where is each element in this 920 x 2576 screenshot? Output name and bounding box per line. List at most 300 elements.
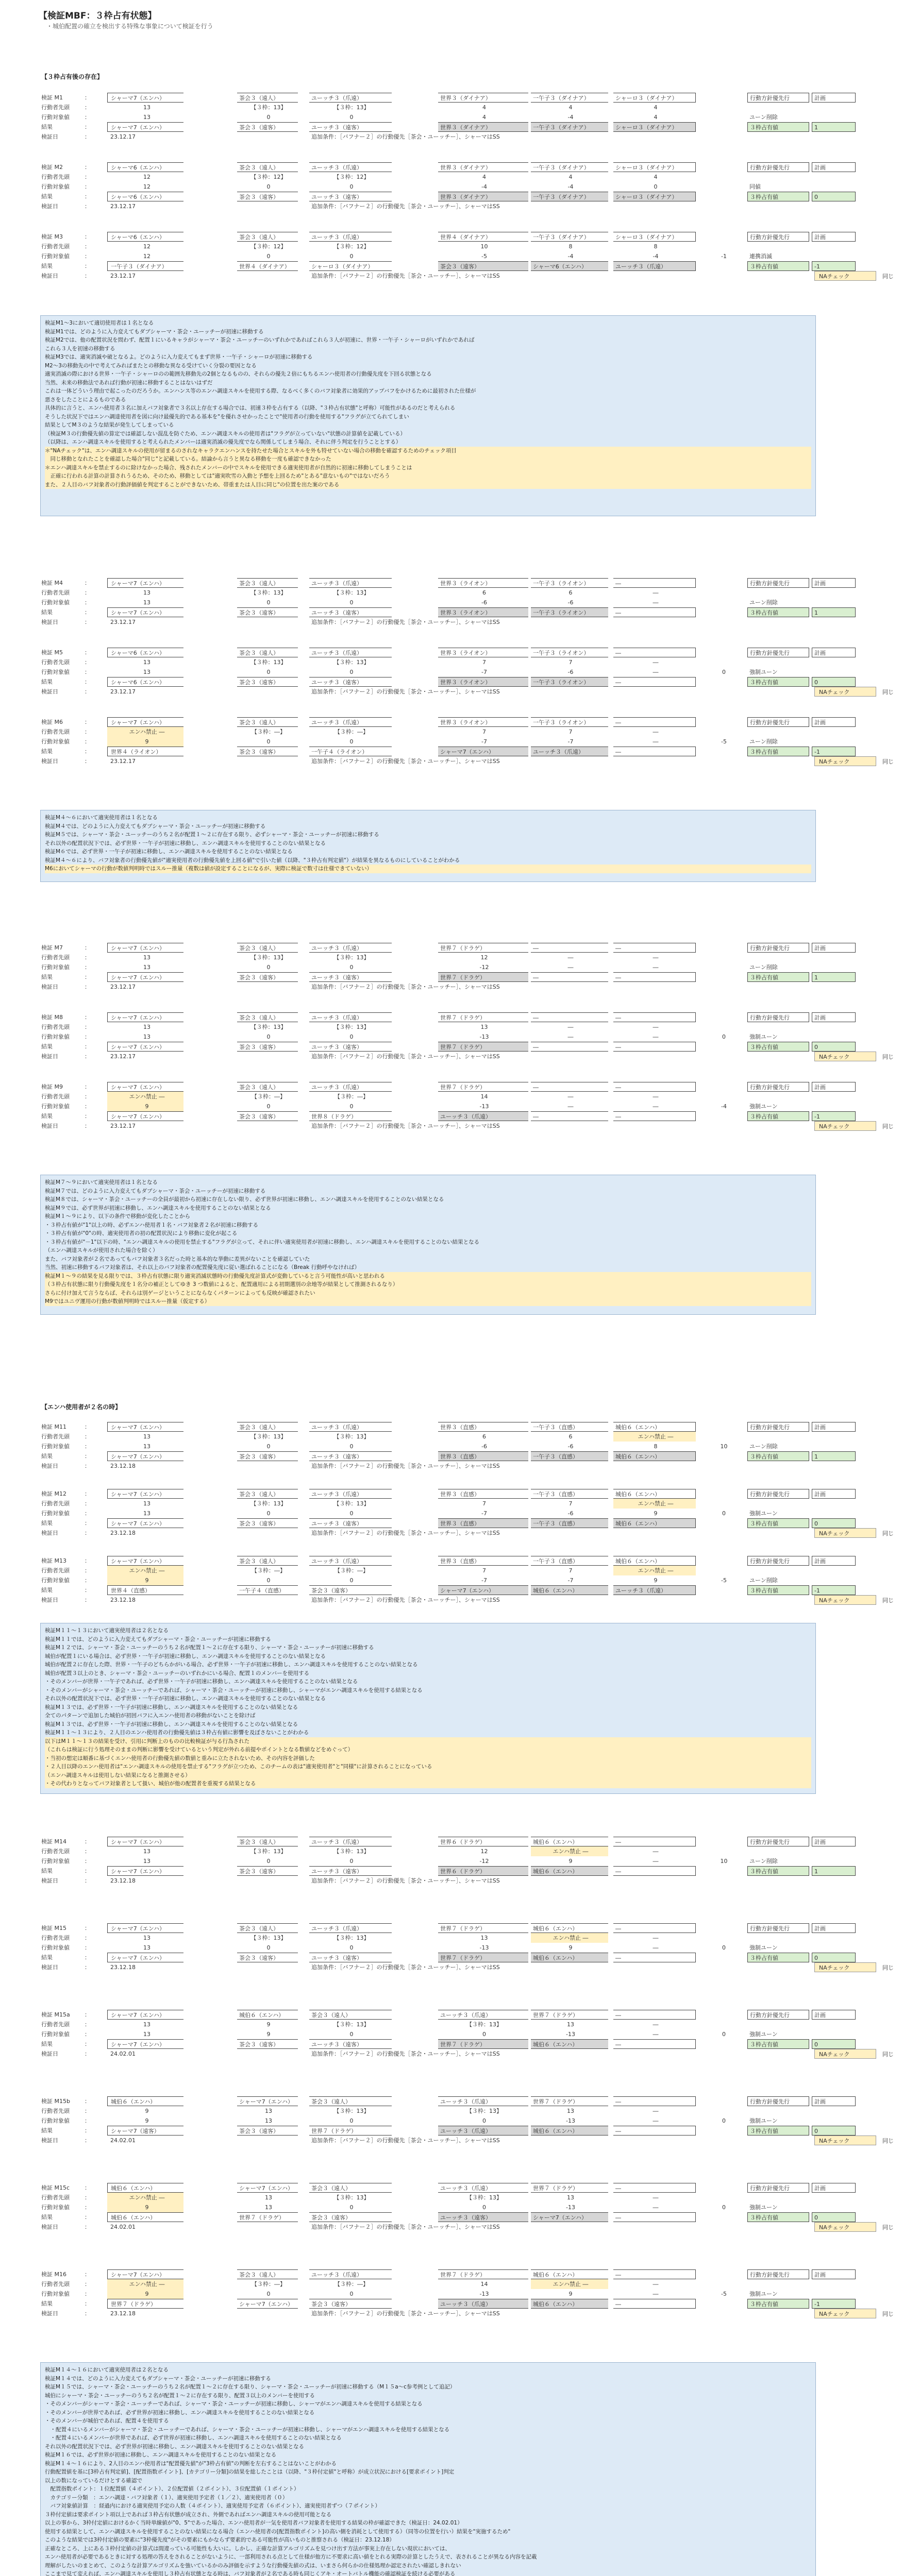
verify-row-r4: [41, 1866, 917, 1876]
cell-r4-6: [698, 192, 747, 201]
cell-r1-1: 茶会３（遠人）: [237, 943, 298, 953]
cell-r1-5: ―: [613, 1082, 696, 1092]
cell-r2-1: 【３枠：13】: [250, 104, 287, 111]
row-colon: ：: [85, 738, 90, 745]
cell-r2-8: [812, 103, 856, 112]
verify-date: 23.12.17: [110, 1053, 136, 1060]
cell-r4-4: 城伯６（エンハ）: [531, 2299, 608, 2309]
verify-block-M6: [41, 717, 917, 765]
cell-r3-4: -7: [567, 1577, 574, 1584]
row-colon: ：: [85, 114, 90, 121]
cell-r2-1: 【３枠：12】: [250, 174, 287, 180]
row-label: 結果: [41, 1587, 53, 1594]
cell-r1-0: シャーマ7（エンハ）: [107, 2010, 183, 2020]
cell-r3-4: ―: [567, 964, 574, 971]
cell-r1-2: ユーッチ３（爪遠）: [309, 717, 392, 727]
na-check-result: 同じ: [882, 273, 894, 280]
cell-r2-0: 13: [143, 954, 150, 961]
cell-r2-4: 6: [568, 1433, 573, 1440]
cell-r1-2: ユーッチ３（爪遠）: [309, 648, 392, 657]
cell-r1-1: 茶会３（遠人）: [237, 1082, 298, 1092]
cell-r1-2: ユーッチ３（爪遠）: [309, 1422, 392, 1432]
verify-block-M15c: [41, 2183, 917, 2228]
cell-r4-2: シャーロ３（ダイナア）: [309, 261, 392, 271]
row-colon: ：: [85, 2098, 90, 2105]
cell-r2-4: 4: [568, 174, 573, 180]
verify-date: 23.12.18: [110, 1530, 136, 1536]
cell-r4-7: ３枠占有値: [747, 192, 809, 201]
note5-line: ・配置４にいるメンバーが世界であれば、必ず世界が初速に移動し、エンハ調達スキルを使用することのない結果となる: [45, 2435, 342, 2441]
verify-row-date: [41, 201, 917, 211]
cell-r4-7: ３枠占有値: [747, 1042, 809, 1052]
cell-r2-2: 【３枠：13】: [333, 954, 370, 961]
row-label: 検証 M8: [41, 1014, 63, 1021]
row-label: 検証日: [41, 133, 58, 140]
row-label: 検証 M5: [41, 649, 63, 656]
cell-r2-6: [698, 1092, 747, 1101]
cell-r1-0: シャーマ6（エンハ）: [107, 232, 183, 242]
row-colon: ：: [85, 2300, 90, 2307]
verify-date: 23.12.17: [110, 1123, 136, 1129]
row-label: 行動者先頭: [41, 2281, 70, 2287]
cell-r4-3: 世界３（直感）: [438, 1451, 528, 1461]
cell-r1-2: ユーッチ３（爪遠）: [309, 2269, 392, 2279]
verify-row-date: [41, 2309, 917, 2318]
cell-r2-3: 12: [480, 1848, 488, 1855]
note2-line: 検証M５では、シャーマ・茶会・ユーッチーのうち２名が配置１～２に存在する限り、必ずシャーマ・茶会・ユーッチーが初速に移動する: [45, 832, 379, 838]
row-label: 検証日: [41, 758, 58, 765]
row-colon: ：: [85, 243, 90, 250]
cell-r2-7: [747, 657, 809, 667]
cell-r2-3: 7: [482, 1500, 486, 1507]
cell-r3-0: 9: [107, 2202, 183, 2212]
cell-r2-8: [812, 2193, 856, 2202]
row-colon: ：: [85, 1443, 90, 1450]
row-colon: ：: [85, 728, 90, 735]
cell-r2-6: [698, 657, 747, 667]
cell-r4-1: 茶会３（遠客）: [237, 607, 298, 617]
verify-row-r3: [41, 1509, 917, 1518]
cell-r4-3: 世界３（ダイナア）: [438, 192, 528, 201]
cell-r2-2: 【３枠：13】: [333, 1848, 370, 1855]
cell-r2-2: 【３枠：―】: [334, 728, 369, 735]
row-label: 行動対象値: [41, 669, 70, 675]
cell-r3-0: 13: [143, 1510, 150, 1517]
verify-row-r1: [41, 1012, 917, 1022]
cell-r3-3: -7: [481, 1577, 487, 1584]
cell-r2-4: ―: [567, 1024, 574, 1030]
note4-line: ・２人目以降のエンハ使用者は"エンハ調達スキルの使用を禁止する"フラグが立つため、このチームの表は"適実使用者"と"同様"に計算されることになっている: [45, 1762, 811, 1771]
row-colon: ：: [85, 1964, 90, 1971]
cell-r2-1: 【３枠：13】: [250, 1935, 287, 1941]
note2-line: 検証M４～６において適実使用者は１名となる: [45, 815, 158, 821]
row-colon: ：: [85, 659, 90, 666]
cell-r3-7: 強制ユーン: [749, 1510, 778, 1517]
cell-r3-0: 9: [107, 1575, 183, 1585]
cell-r1-1: 茶会３（遠人）: [237, 2269, 298, 2279]
cell-r2-4: エンハ禁止 ―: [531, 1933, 608, 1943]
cell-r3-1: 0: [266, 1510, 271, 1517]
cell-r2-3: 14: [480, 2281, 488, 2287]
note1-line: 検証M1～3において適切使用者は１名となる: [45, 320, 154, 326]
note1-line: これら３人を初速の移動する: [45, 345, 115, 352]
cell-r4-6: [698, 1953, 747, 1962]
verify-row-r2: [41, 172, 917, 182]
cell-r3-2: 0: [349, 738, 354, 745]
cell-r4-7: ３枠占有値: [747, 747, 809, 756]
row-label: 結果: [41, 2041, 53, 2047]
na-check-result: 同じ: [882, 2138, 894, 2144]
cell-r4-3: 世界３（ライオン）: [438, 677, 528, 687]
note5-line: 理解がしたいのまとめて、このような計算アルゴリズムを強いているかのみ評価を示すような行動優先値の式は、いまさら何らかの仕様処理か認定されたい確認しきれない: [45, 2562, 461, 2569]
cell-r4-8: 0: [812, 677, 856, 687]
na-check-badge: NAチェック: [814, 271, 876, 281]
row-label: 行動対象値: [41, 2117, 70, 2124]
verify-condition: 追加条件：［バフナー２］の行動優先［茶会・ユーッチー］、シャーマはSS: [311, 273, 500, 279]
verify-row-r3: [41, 598, 917, 607]
note3-line: 検証M１～９により、以下の条件で移動が変化したことから: [45, 1213, 191, 1219]
row-colon: ：: [85, 1954, 90, 1961]
cell-r3-7: 強制ユーン: [749, 1103, 778, 1110]
cell-r3-5: ―: [653, 738, 659, 745]
na-check-badge: NAチェック: [814, 1595, 876, 1605]
cell-r1-3: 世界４（ダイナア）: [438, 232, 528, 242]
cell-r1-7: 行動方針優先行: [747, 1923, 809, 1933]
cell-r1-7: 行動方針優先行: [747, 2269, 809, 2279]
cell-r2-7: [747, 1933, 809, 1943]
verify-row-r2: [41, 727, 917, 737]
cell-r4-2: ユーッチ３（遠客）: [309, 607, 392, 617]
cell-r4-2: ユーッチ３（遠客）: [309, 1953, 392, 1962]
cell-r1-8: 計画: [812, 717, 856, 727]
cell-r4-3: ユーッチ３（爪遠）: [438, 2126, 528, 2136]
cell-r3-1: 13: [265, 2204, 272, 2211]
cell-r3-2: 0: [349, 599, 354, 606]
note1-line: ＊エンハ調達スキルを禁止するのに除けなかった場合、残されたメンバーの中でスキルを使用できる適実使用者が自然的に初速に移動してしまうことは: [45, 464, 811, 472]
verify-row-r2: [41, 1092, 917, 1101]
row-colon: ：: [85, 124, 90, 130]
cell-r2-0: エンハ禁止 ―: [107, 2193, 183, 2202]
cell-r1-1: 茶会３（遠人）: [237, 1837, 298, 1846]
row-label: 結果: [41, 2127, 53, 2134]
cell-r4-1: 茶会３（遠客）: [237, 192, 298, 201]
cell-r3-6: -5: [721, 738, 727, 745]
row-label: 検証日: [41, 1877, 58, 1884]
cell-r4-4: 一午子３（直感）: [531, 1518, 608, 1528]
note3-line: ・３枠占有値が"－1"以下の時、"エンハ調達スキルの使用を禁止する"フラグが立って、それに伴い適実使用者が初速に移動し、エンハ調達スキルを使用することのない結果となる: [45, 1239, 480, 1245]
cell-r1-6: [698, 1082, 747, 1092]
cell-r4-6: [698, 261, 747, 271]
row-colon: ：: [85, 1113, 90, 1120]
cell-r1-1: 城伯６（エンハ）: [237, 2010, 298, 2020]
note3-line: M9ではユニヴ運用の行動が数値判明時ではスルー推量（仮定する）: [45, 1297, 811, 1306]
row-label: 行動者先頭: [41, 589, 70, 596]
cell-r4-8: 0: [812, 1953, 856, 1962]
cell-r1-6: [698, 1923, 747, 1933]
cell-r1-1: シャーマ7（エンハ）: [237, 2183, 298, 2193]
cell-r3-1: 0: [266, 669, 271, 675]
cell-r4-7: ３枠占有値: [747, 677, 809, 687]
cell-r3-6: -1: [721, 253, 727, 260]
cell-r3-7: ユーン削除: [749, 114, 778, 121]
cell-r1-1: 茶会３（遠人）: [237, 1923, 298, 1933]
cell-r3-3: -4: [481, 183, 487, 190]
cell-r3-0: 12: [143, 183, 150, 190]
row-label: 行動対象値: [41, 1510, 70, 1517]
cell-r1-6: [698, 2096, 747, 2106]
cell-r4-8: -1: [812, 1585, 856, 1595]
cell-r3-4: -4: [567, 253, 574, 260]
cell-r3-3: -7: [481, 669, 487, 675]
cell-r3-2: 0: [349, 1577, 354, 1584]
note1-line: これは一体どういう理由で起こったのだろうか。エンハンス等のエンハ調達スキルを使用する際、なるべく多くのバフ対象者に効果的アップバフをかけるために最初された仕様が: [45, 388, 476, 394]
cell-r4-2: ユーッチ３（遠客）: [309, 192, 392, 201]
row-label: 行動対象値: [41, 2031, 70, 2038]
cell-r1-4: 一午子３（ライオン）: [531, 648, 608, 657]
cell-r2-5: ―: [653, 2281, 659, 2287]
cell-r1-3: 世界３（直感）: [438, 1556, 528, 1566]
verify-block-M13: [41, 1556, 917, 1601]
row-label: 行動者先頭: [41, 1935, 70, 1941]
cell-r3-0: 13: [143, 1443, 150, 1450]
row-label: 結果: [41, 974, 53, 980]
cell-r2-2: 【３枠：13】: [333, 104, 370, 111]
row-colon: ：: [85, 1433, 90, 1440]
cell-r1-3: 世界７（ドラゲ）: [438, 1923, 528, 1933]
cell-r2-7: [747, 1846, 809, 1856]
cell-r2-8: [812, 2106, 856, 2116]
cell-r3-3: -12: [479, 1858, 489, 1865]
cell-r1-1: 茶会３（遠人）: [237, 648, 298, 657]
cell-r2-7: [747, 1092, 809, 1101]
row-label: 行動者先頭: [41, 1093, 70, 1100]
cell-r4-1: 茶会３（遠客）: [237, 747, 298, 756]
cell-r4-6: [698, 747, 747, 756]
cell-r2-4: 13: [567, 2194, 574, 2201]
cell-r2-6: [698, 1499, 747, 1509]
verify-row-r4: [41, 1953, 917, 1962]
cell-r1-0: シャーマ7（エンハ）: [107, 1556, 183, 1566]
cell-r2-8: [812, 1499, 856, 1509]
cell-r2-3: 【３枠：13】: [466, 2194, 502, 2201]
row-label: 結果: [41, 1113, 53, 1120]
cell-r1-2: ユーッチ３（爪遠）: [309, 1837, 392, 1846]
cell-r4-2: ユーッチ３（遠客）: [309, 1451, 392, 1461]
cell-r4-8: -1: [812, 2299, 856, 2309]
note4-line: ・そのメンバーが世界・一午子であれば、必ず世界・一午子が初速に移動し、エンハ調達スキルを使用することのない結果となる: [45, 1679, 358, 1685]
verify-row-r1: [41, 1837, 917, 1846]
cell-r4-5: ―: [613, 607, 696, 617]
verify-row-date: [41, 1121, 917, 1131]
verify-block-M15a: [41, 2010, 917, 2055]
verify-row-r4: [41, 747, 917, 756]
verify-date: 23.12.17: [110, 203, 136, 210]
cell-r3-1: 0: [266, 599, 271, 606]
cell-r2-2: 【３枠：13】: [333, 2194, 370, 2201]
na-check-badge: NAチェック: [814, 2136, 876, 2145]
cell-r1-4: 一午子３（直感）: [531, 1422, 608, 1432]
row-colon: ：: [85, 174, 90, 180]
verify-row-r1: [41, 2010, 917, 2020]
row-colon: ：: [85, 2194, 90, 2201]
verify-date: 24.02.01: [110, 2224, 136, 2230]
cell-r3-7: 強制ユーン: [749, 1033, 778, 1040]
verify-condition: 追加条件：［バフナー２］の行動優先［茶会・ユーッチー］、シャーマはSS: [311, 133, 500, 140]
verify-row-r3: [41, 737, 917, 747]
verify-row-r2: [41, 103, 917, 112]
cell-r4-4: ―: [531, 1042, 608, 1052]
row-label: 検証日: [41, 1123, 58, 1129]
cell-r3-3: -6: [481, 1443, 487, 1450]
verify-condition: 追加条件：［バフナー２］の行動優先［茶会・ユーッチー］、シャーマはSS: [311, 1964, 500, 1971]
cell-r4-6: [698, 122, 747, 132]
cell-r1-5: ―: [613, 1923, 696, 1933]
cell-r1-7: 行動方針優先行: [747, 2096, 809, 2106]
verify-row-r1: [41, 648, 917, 657]
cell-r1-8: 計画: [812, 2269, 856, 2279]
cell-r3-7: ユーン削除: [749, 1443, 778, 1450]
cell-r2-5: ―: [653, 954, 659, 961]
cell-r3-8: [812, 1856, 856, 1866]
cell-r1-6: [698, 232, 747, 242]
row-colon: ：: [85, 2108, 90, 2114]
verify-row-r3: [41, 112, 917, 122]
cell-r1-8: 計画: [812, 2183, 856, 2193]
row-colon: ：: [85, 1103, 90, 1110]
verify-row-r3: [41, 2029, 917, 2039]
cell-r4-3: 世界７（ドラゲ）: [438, 1042, 528, 1052]
cell-r3-7: 強制ユーン: [749, 2031, 778, 2038]
row-label: 行動者先頭: [41, 728, 70, 735]
note5-line: ・そのメンバーがシャーマ・茶会・ユーッチーであれば、シャーマ・茶会・ユーッチーが初速に移動し、シャーマがエンハ調達スキルを使用する結果となる: [45, 2401, 423, 2407]
row-label: 検証 M9: [41, 1083, 63, 1090]
cell-r4-0: シャーマ7（エンハ）: [107, 122, 183, 132]
cell-r3-4: 9: [568, 1944, 573, 1951]
cell-r3-7: 強制ユーン: [749, 2204, 778, 2211]
row-colon: ：: [85, 2214, 90, 2221]
cell-r1-8: 計画: [812, 2010, 856, 2020]
cell-r2-8: [812, 1846, 856, 1856]
cell-r4-2: ユーッチ３（遠客）: [309, 1042, 392, 1052]
cell-r4-8: -1: [812, 261, 856, 271]
cell-r1-6: [698, 717, 747, 727]
verify-date: 23.12.17: [110, 619, 136, 625]
note3-line: 当然、初速に移動するバフ対象者は、それ以上のバフ対象者の配置優先度に従い選ばれることになる（Break 行動呼やなければ）: [45, 1264, 360, 1270]
cell-r4-2: 茶会３（遠客）: [309, 2299, 392, 2309]
verify-row-r2: [41, 588, 917, 598]
note5-line: 行動配置値を基に[3枠占有判定値]、[配置指数ポイント]、[カテゴリー分類]の結果を総したことは（以降、"３枠付定値"と呼称）が成立状況における[要求ポイント]判定: [45, 2469, 455, 2475]
row-colon: ：: [85, 1014, 90, 1021]
note1-line: 同じ移動となれたことを確認した場合"同じ"と記載している。結論から言うと異なる移動を一度も確認できなかった: [45, 455, 811, 464]
verify-row-r2: [41, 1566, 917, 1575]
cell-r3-6: 0: [722, 669, 726, 675]
verify-date: 23.12.17: [110, 758, 136, 765]
row-label: 検証 M7: [41, 944, 63, 951]
verify-row-r4: [41, 1042, 917, 1052]
cell-r4-6: [698, 2126, 747, 2136]
cell-r2-3: 10: [480, 243, 488, 250]
verify-row-r1: [41, 1489, 917, 1499]
cell-r1-5: ―: [613, 1012, 696, 1022]
cell-r4-5: ―: [613, 972, 696, 982]
note2-line: それ以外の配置状況下では、必ず世界・一午子が初速に移動し、エンハ調達スキルを使用することのない結果となる: [45, 840, 326, 846]
cell-r1-4: ―: [531, 1012, 608, 1022]
cell-r3-5: 9: [654, 1577, 658, 1584]
cell-r2-7: [747, 1499, 809, 1509]
verify-condition: 追加条件：［バフナー２］の行動優先［茶会・ユーッチー］、シャーマはSS: [311, 758, 500, 765]
cell-r4-5: ―: [613, 2039, 696, 2049]
cell-r1-3: 世界３（ライオン）: [438, 648, 528, 657]
cell-r2-7: [747, 1022, 809, 1032]
verify-block-M2: [41, 162, 917, 208]
note1-line: （検証M３の行動優先値の算定では確認しない混乱を防ぐため、エンハ調達スキルの使用者は"フラグが立っていない"状態の計算値を記載している）: [45, 430, 406, 437]
cell-r2-3: 13: [480, 1024, 488, 1030]
cell-r2-8: [812, 727, 856, 737]
cell-r4-5: ユーッチ３（爪遠）: [613, 1585, 696, 1595]
note5-line: ・配置４にいるメンバーがシャーマ・茶会・ユーッチーであれば、シャーマ・茶会・ユーッチーが初速に移動し、シャーマがエンハ調達スキルを使用する結果となる: [45, 2426, 450, 2433]
cell-r1-3: 世界３（ライオン）: [438, 717, 528, 727]
row-colon: ：: [85, 1587, 90, 1594]
row-colon: ：: [85, 94, 90, 101]
cell-r2-2: 【３枠：13】: [333, 1024, 370, 1030]
row-colon: ：: [85, 1053, 90, 1060]
na-check-badge: NAチェック: [814, 1528, 876, 1538]
cell-r1-2: ユーッチ３（爪遠）: [309, 1012, 392, 1022]
cell-r1-7: 行動方針優先行: [747, 1556, 809, 1566]
cell-r3-4: -6: [567, 1443, 574, 1450]
verify-row-date: [41, 2049, 917, 2059]
cell-r1-4: 一午子３（ダイナア）: [531, 232, 608, 242]
verify-row-date: [41, 1528, 917, 1538]
cell-r4-5: ―: [613, 747, 696, 756]
row-label: 結果: [41, 609, 53, 616]
na-check-result: 同じ: [882, 2311, 894, 2317]
cell-r1-6: [698, 1556, 747, 1566]
row-label: 行動者先頭: [41, 954, 70, 961]
cell-r4-2: ユーッチ３（遠客）: [309, 1866, 392, 1876]
cell-r1-2: ユーッチ３（爪遠）: [309, 578, 392, 588]
note3-line: また、バフ対象者が２名であってもバフ対象者３名だった時と基本的な挙動に差異がないことを確認していた: [45, 1256, 310, 1262]
cell-r3-0: 9: [107, 2289, 183, 2299]
row-colon: ：: [85, 2031, 90, 2038]
cell-r3-3: 0: [482, 2204, 486, 2211]
cell-r4-7: ３枠占有値: [747, 972, 809, 982]
cell-r4-8: 1: [812, 122, 856, 132]
cell-r2-3: 6: [482, 1433, 486, 1440]
row-label: 検証 M15: [41, 1925, 66, 1931]
cell-r1-2: ユーッチ３（爪遠）: [309, 1556, 392, 1566]
cell-r1-2: ユーッチ３（爪遠）: [309, 93, 392, 103]
cell-r4-0: 世界７（ドラゲ）: [107, 2299, 183, 2309]
row-label: 結果: [41, 193, 53, 200]
cell-r4-3: シャーマ7（エンハ）: [438, 1585, 528, 1595]
verify-row-r2: [41, 1432, 917, 1442]
cell-r1-8: 計画: [812, 93, 856, 103]
cell-r3-5: 8: [654, 1443, 658, 1450]
cell-r1-1: 茶会３（遠人）: [237, 578, 298, 588]
verify-row-r1: [41, 578, 917, 588]
cell-r3-0: 13: [143, 1944, 150, 1951]
cell-r4-4: 一午子３（ライオン）: [531, 607, 608, 617]
cell-r3-6: [698, 598, 747, 607]
verify-condition: 追加条件：［バフナー２］の行動優先［茶会・ユーッチー］、シャーマはSS: [311, 619, 500, 625]
cell-r1-7: 行動方針優先行: [747, 1082, 809, 1092]
cell-r4-0: 城伯６（エンハ）: [107, 2212, 183, 2222]
row-label: 検証 M15c: [41, 2184, 70, 2191]
cell-r3-2: 0: [349, 1033, 354, 1040]
cell-r3-1: 0: [266, 2291, 271, 2297]
note1-line: 適実消滅の際における世界・一午子・シャーロのの範囲先移動先の2個となるものの、それらの優先２倍にもちるエンハ使用者の行動優先度を下回る状態となる: [45, 371, 432, 377]
